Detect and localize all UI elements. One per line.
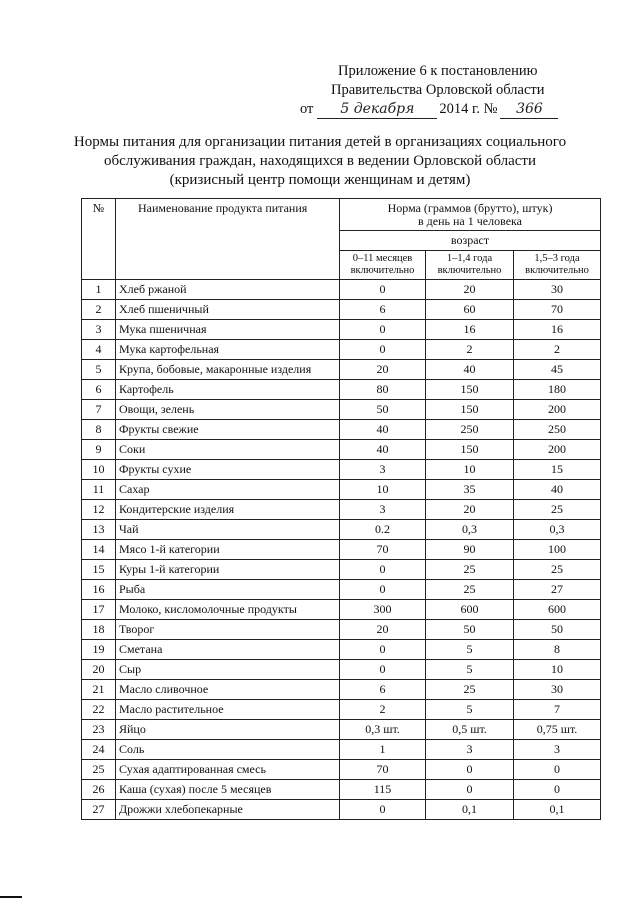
- table-row: [82, 560, 601, 580]
- row-number: 24: [82, 740, 116, 760]
- value-1.5-3-years: 45: [514, 360, 601, 380]
- product-name: Сметана: [116, 640, 340, 660]
- value-0-11-months: 2: [340, 700, 426, 720]
- value-0-11-months: 0: [340, 800, 426, 820]
- product-name: Масло сливочное: [116, 680, 340, 700]
- product-name: Масло растительное: [116, 700, 340, 720]
- header-norm-line2: в день на 1 человека: [418, 214, 523, 228]
- row-number: 3: [82, 320, 116, 340]
- header-age: возраст: [340, 231, 601, 251]
- value-1.5-3-years: 25: [514, 500, 601, 520]
- value-1.5-3-years: 30: [514, 680, 601, 700]
- handwritten-date: 5 декабря: [317, 101, 437, 119]
- value-1.5-3-years: 250: [514, 420, 601, 440]
- row-number: 16: [82, 580, 116, 600]
- value-0-11-months: 0: [340, 340, 426, 360]
- value-1-1.4-years: 10: [426, 460, 514, 480]
- table-row: [82, 420, 601, 440]
- row-number: 27: [82, 800, 116, 820]
- government-line: Правительства Орловской области: [331, 82, 545, 98]
- value-1-1.4-years: 35: [426, 480, 514, 500]
- table-row: [82, 760, 601, 780]
- product-name: Фрукты свежие: [116, 420, 340, 440]
- date-prefix: от: [300, 101, 314, 117]
- header-age-1.5-3-years: [514, 251, 601, 280]
- value-0-11-months: 40: [340, 440, 426, 460]
- row-number: 7: [82, 400, 116, 420]
- value-1-1.4-years: 0,1: [426, 800, 514, 820]
- row-number: 10: [82, 460, 116, 480]
- value-0-11-months: 3: [340, 500, 426, 520]
- value-1-1.4-years: 150: [426, 380, 514, 400]
- product-name: Хлеб ржаной: [116, 280, 340, 300]
- value-1-1.4-years: 25: [426, 560, 514, 580]
- product-name: Рыба: [116, 580, 340, 600]
- table-row: [82, 720, 601, 740]
- value-1-1.4-years: 40: [426, 360, 514, 380]
- value-1-1.4-years: 150: [426, 400, 514, 420]
- product-name: Дрожжи хлебопекарные: [116, 800, 340, 820]
- row-number: 8: [82, 420, 116, 440]
- value-1.5-3-years: 180: [514, 380, 601, 400]
- product-name: Творог: [116, 620, 340, 640]
- row-number: 26: [82, 780, 116, 800]
- value-1.5-3-years: 8: [514, 640, 601, 660]
- value-1.5-3-years: 10: [514, 660, 601, 680]
- title-line-1: Нормы питания для организации питания детей в организациях социального: [73, 134, 567, 150]
- product-name: Молоко, кисломолочные продукты: [116, 600, 340, 620]
- table-row: [82, 460, 601, 480]
- row-number: 13: [82, 520, 116, 540]
- value-0-11-months: 300: [340, 600, 426, 620]
- value-0-11-months: 0,3 шт.: [340, 720, 426, 740]
- table-row: [82, 340, 601, 360]
- value-0-11-months: 70: [340, 760, 426, 780]
- value-1-1.4-years: 25: [426, 580, 514, 600]
- value-1.5-3-years: 25: [514, 560, 601, 580]
- product-name: Кондитерские изделия: [116, 500, 340, 520]
- handwritten-number: 366: [500, 101, 558, 119]
- value-0-11-months: 6: [340, 300, 426, 320]
- value-1.5-3-years: 0,3: [514, 520, 601, 540]
- table-row: [82, 600, 601, 620]
- row-number: 6: [82, 380, 116, 400]
- table-row: [82, 740, 601, 760]
- value-1-1.4-years: 150: [426, 440, 514, 460]
- table-row: [82, 400, 601, 420]
- row-number: 25: [82, 760, 116, 780]
- page-edge-mark: [0, 896, 22, 898]
- table-row: [82, 640, 601, 660]
- table-row: [82, 280, 601, 300]
- value-0-11-months: 10: [340, 480, 426, 500]
- value-0-11-months: 0: [340, 320, 426, 340]
- value-0-11-months: 40: [340, 420, 426, 440]
- value-1-1.4-years: 16: [426, 320, 514, 340]
- product-name: Чай: [116, 520, 340, 540]
- row-number: 23: [82, 720, 116, 740]
- row-number: 1: [82, 280, 116, 300]
- value-0-11-months: 80: [340, 380, 426, 400]
- value-1.5-3-years: 7: [514, 700, 601, 720]
- product-name: Яйцо: [116, 720, 340, 740]
- value-1-1.4-years: 5: [426, 660, 514, 680]
- value-1.5-3-years: 100: [514, 540, 601, 560]
- product-name: Хлеб пшеничный: [116, 300, 340, 320]
- value-0-11-months: 115: [340, 780, 426, 800]
- product-name: Крупа, бобовые, макаронные изделия: [116, 360, 340, 380]
- table-row: [82, 300, 601, 320]
- row-number: 18: [82, 620, 116, 640]
- title-line-2: обслуживания граждан, находящихся в ведении Орловской области: [104, 153, 536, 169]
- value-0-11-months: 0: [340, 640, 426, 660]
- header-col3-line1: 1,5–3 года: [534, 253, 580, 264]
- table-row: [82, 540, 601, 560]
- product-name: Сахар: [116, 480, 340, 500]
- product-name: Мясо 1-й категории: [116, 540, 340, 560]
- value-1-1.4-years: 0: [426, 780, 514, 800]
- row-number: 14: [82, 540, 116, 560]
- header-age-1-1.4-years: [426, 251, 514, 280]
- value-0-11-months: 0: [340, 560, 426, 580]
- table-row: [82, 320, 601, 340]
- value-0-11-months: 70: [340, 540, 426, 560]
- header-product-name: Наименование продукта питания: [116, 199, 340, 280]
- product-name: Мука пшеничная: [116, 320, 340, 340]
- product-name: Фрукты сухие: [116, 460, 340, 480]
- value-0-11-months: 20: [340, 360, 426, 380]
- value-1-1.4-years: 0,5 шт.: [426, 720, 514, 740]
- table-row: [82, 440, 601, 460]
- row-number: 11: [82, 480, 116, 500]
- row-number: 9: [82, 440, 116, 460]
- product-name: Картофель: [116, 380, 340, 400]
- table-row: [82, 580, 601, 600]
- row-number: 17: [82, 600, 116, 620]
- document-title: [40, 133, 600, 190]
- value-1.5-3-years: 40: [514, 480, 601, 500]
- value-1-1.4-years: 3: [426, 740, 514, 760]
- value-1.5-3-years: 0,75 шт.: [514, 720, 601, 740]
- table-row: [82, 380, 601, 400]
- value-1-1.4-years: 600: [426, 600, 514, 620]
- value-1-1.4-years: 60: [426, 300, 514, 320]
- product-name: Куры 1-й категории: [116, 560, 340, 580]
- header-col1-line2: включительно: [350, 265, 415, 276]
- value-1.5-3-years: 200: [514, 400, 601, 420]
- value-1-1.4-years: 20: [426, 500, 514, 520]
- row-number: 15: [82, 560, 116, 580]
- value-1-1.4-years: 20: [426, 280, 514, 300]
- value-1.5-3-years: 27: [514, 580, 601, 600]
- header-col2-line2: включительно: [437, 265, 502, 276]
- value-0-11-months: 0: [340, 660, 426, 680]
- row-number: 19: [82, 640, 116, 660]
- header-norm: [340, 199, 601, 231]
- value-1-1.4-years: 25: [426, 680, 514, 700]
- row-number: 21: [82, 680, 116, 700]
- header-num: №: [82, 199, 116, 280]
- value-1-1.4-years: 5: [426, 700, 514, 720]
- year-number-label: 2014 г. №: [439, 101, 498, 117]
- value-1.5-3-years: 200: [514, 440, 601, 460]
- row-number: 2: [82, 300, 116, 320]
- product-name: Сухая адаптированная смесь: [116, 760, 340, 780]
- header-col2-line1: 1–1,4 года: [446, 253, 493, 264]
- value-1.5-3-years: 3: [514, 740, 601, 760]
- header-age-0-11-months: [340, 251, 426, 280]
- value-1-1.4-years: 250: [426, 420, 514, 440]
- row-number: 5: [82, 360, 116, 380]
- appendix-line: Приложение 6 к постановлению: [338, 63, 538, 79]
- row-number: 12: [82, 500, 116, 520]
- value-1-1.4-years: 2: [426, 340, 514, 360]
- table-row: [82, 800, 601, 820]
- value-1.5-3-years: 70: [514, 300, 601, 320]
- value-0-11-months: 6: [340, 680, 426, 700]
- document-header: [300, 62, 620, 119]
- nutrition-norms-table: [81, 198, 601, 820]
- value-0-11-months: 50: [340, 400, 426, 420]
- value-0-11-months: 0.2: [340, 520, 426, 540]
- product-name: Овощи, зелень: [116, 400, 340, 420]
- table-body: [82, 280, 601, 820]
- table-row: [82, 360, 601, 380]
- table-row: [82, 620, 601, 640]
- table-row: [82, 700, 601, 720]
- date-number-line: [300, 100, 620, 119]
- value-0-11-months: 20: [340, 620, 426, 640]
- value-1.5-3-years: 0: [514, 760, 601, 780]
- value-0-11-months: 0: [340, 580, 426, 600]
- value-1-1.4-years: 0,3: [426, 520, 514, 540]
- value-1.5-3-years: 0,1: [514, 800, 601, 820]
- value-1-1.4-years: 5: [426, 640, 514, 660]
- product-name: Соль: [116, 740, 340, 760]
- value-1.5-3-years: 50: [514, 620, 601, 640]
- header-norm-line1: Норма (граммов (брутто), штук): [387, 201, 553, 215]
- value-1-1.4-years: 0: [426, 760, 514, 780]
- value-1.5-3-years: 2: [514, 340, 601, 360]
- value-0-11-months: 0: [340, 280, 426, 300]
- row-number: 20: [82, 660, 116, 680]
- value-1-1.4-years: 90: [426, 540, 514, 560]
- table-row: [82, 500, 601, 520]
- value-1.5-3-years: 600: [514, 600, 601, 620]
- header-col1-line1: 0–11 месяцев: [352, 253, 413, 264]
- value-1.5-3-years: 16: [514, 320, 601, 340]
- value-1.5-3-years: 0: [514, 780, 601, 800]
- title-line-3: (кризисный центр помощи женщинам и детям): [169, 172, 471, 188]
- value-1.5-3-years: 15: [514, 460, 601, 480]
- table-row: [82, 520, 601, 540]
- row-number: 22: [82, 700, 116, 720]
- header-col3-line2: включительно: [525, 265, 589, 276]
- row-number: 4: [82, 340, 116, 360]
- value-1-1.4-years: 50: [426, 620, 514, 640]
- value-0-11-months: 1: [340, 740, 426, 760]
- table-row: [82, 480, 601, 500]
- value-1.5-3-years: 30: [514, 280, 601, 300]
- product-name: Мука картофельная: [116, 340, 340, 360]
- table-row: [82, 780, 601, 800]
- table-row: [82, 660, 601, 680]
- product-name: Соки: [116, 440, 340, 460]
- table-row: [82, 680, 601, 700]
- value-0-11-months: 3: [340, 460, 426, 480]
- product-name: Сыр: [116, 660, 340, 680]
- product-name: Каша (сухая) после 5 месяцев: [116, 780, 340, 800]
